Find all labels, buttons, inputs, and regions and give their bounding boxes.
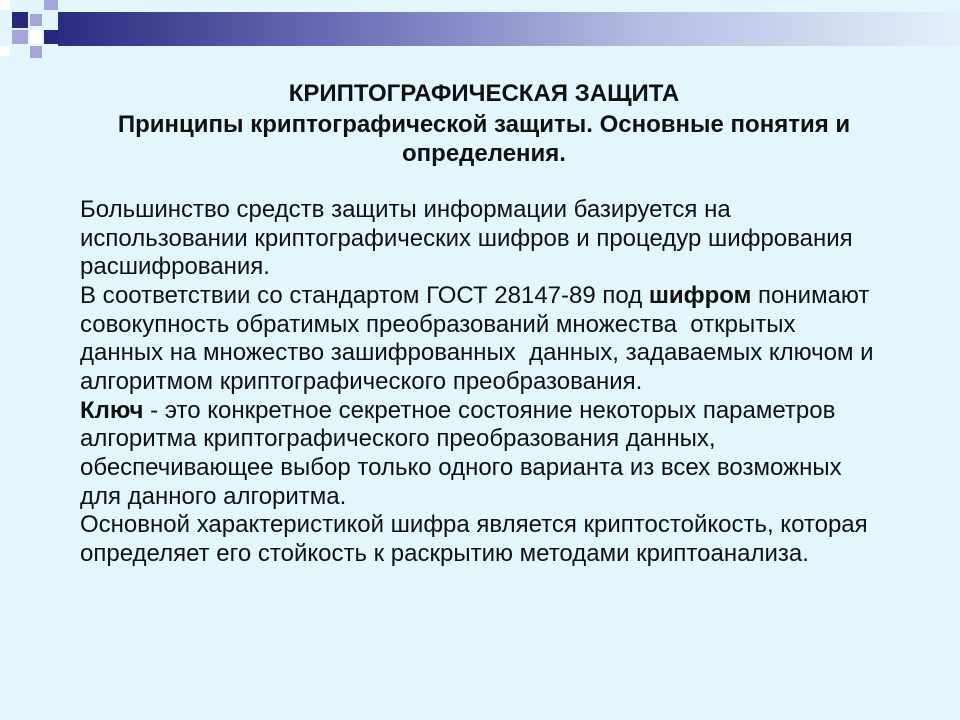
decor-square (44, 30, 58, 44)
decor-square (30, 30, 42, 44)
body-line-text: алгоритмом криптографического преобразования. (80, 368, 643, 396)
body-line-text: В соответствии со стандартом ГОСТ 28147-89 под (80, 282, 649, 310)
body-line-text: понимают (751, 282, 870, 310)
body-line (80, 339, 940, 368)
decor-square (30, 46, 42, 58)
body-line-text: совокупность обратимых преобразований множества открытых (80, 310, 796, 338)
term-cipher: шифром (648, 282, 752, 310)
heading-block (80, 79, 888, 168)
body-line (80, 540, 940, 569)
body-line (80, 397, 940, 426)
corner-decoration (0, 0, 60, 60)
body-line (80, 511, 940, 540)
body-line-text: данных на множество зашифрованных данных, задаваемых ключом и (80, 339, 874, 367)
decor-square (0, 46, 10, 56)
decor-square (12, 12, 28, 28)
decor-square (0, 0, 10, 10)
body-line (80, 368, 940, 397)
decor-square (30, 14, 42, 26)
subtitle-line: Принципы криптографической защиты. Основные понятия и (117, 111, 851, 138)
body-line (80, 483, 940, 512)
gradient-header-bar (58, 12, 960, 46)
body-line-text: Большинство средств защиты информации базируется на (80, 196, 731, 223)
body-line-text: для данного алгоритма. (80, 482, 347, 510)
body-line-text: - это конкретное секретное состояние некоторых параметров (143, 396, 836, 424)
body-line-text: расшифрования. (80, 253, 270, 281)
body-line (80, 425, 940, 454)
body-line (80, 311, 940, 340)
subtitle-line: определения. (402, 140, 566, 167)
body-line-text: алгоритма криптографического преобразования данных, (80, 425, 716, 453)
body-line-text: Основной характеристикой шифра является криптостойкость, которая (80, 511, 868, 539)
body-line (80, 196, 940, 225)
slide-title: КРИПТОГРАФИЧЕСКАЯ ЗАЩИТА (288, 80, 680, 107)
decor-square (12, 30, 28, 44)
body-line (80, 253, 940, 282)
body-line (80, 454, 940, 483)
body-text (80, 196, 940, 569)
body-line (80, 225, 940, 254)
body-line-text: определяет его стойкость к раскрытию методами криптоанализа. (80, 540, 809, 568)
body-line-text: использовании криптографических шифров и процедур шифрования (80, 224, 853, 252)
term-key: Ключ (80, 396, 144, 424)
body-line-text: обеспечивающее выбор только одного варианта из всех возможных (80, 454, 842, 482)
decor-square (44, 0, 58, 10)
body-line (80, 282, 940, 311)
slide-subtitle (80, 110, 888, 168)
